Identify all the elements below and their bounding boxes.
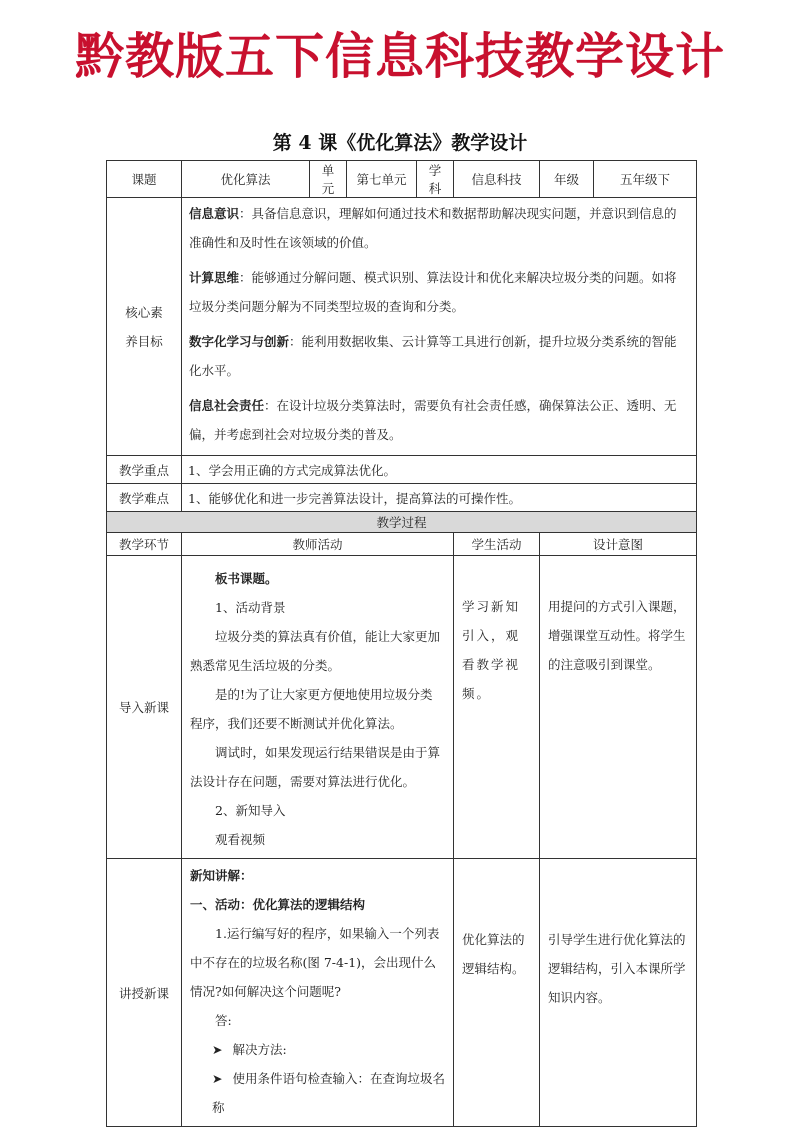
lecture-teacher-activity	[182, 859, 454, 1127]
intro-line: 观看视频	[215, 832, 266, 847]
lecture-activity-title: 一、活动：优化算法的逻辑结构	[190, 897, 366, 912]
grade-label: 年级	[540, 161, 594, 198]
core-literacy-row	[107, 198, 697, 456]
lecture-stage: 讲授新课	[107, 859, 182, 1127]
subject-label: 学科	[417, 161, 454, 198]
intro-line: 调试时，如果发现运行结果错误是由于算法设计存在问题，需要对算法进行优化。	[190, 745, 441, 789]
intro-student-activity: 学习新知引入，观看教学视频。	[454, 556, 540, 859]
arrow-bullet-icon: ➤	[212, 1071, 223, 1086]
core-literacy-label	[107, 198, 182, 456]
lecture-bullet: ➤ 使用条件语句检查输入：在查询垃圾名称	[212, 1071, 445, 1115]
intro-line: 1、活动背景	[215, 600, 286, 615]
grade-value: 五年级下	[594, 161, 697, 198]
document-title: 第 4 课《优化算法》教学设计	[272, 132, 528, 154]
col-teacher: 教师活动	[182, 533, 454, 556]
intro-teacher-activity	[182, 556, 454, 859]
difficulty-text: 1、能够优化和进一步完善算法设计，提高算法的可操作性。	[182, 484, 697, 512]
core-literacy-content	[182, 198, 697, 456]
unit-label: 单元	[310, 161, 347, 198]
banner-title: 黔教版五下信息科技教学设计	[74, 28, 725, 85]
core-item: 信息意识：具备信息意识，理解如何通过技术和数据帮助解决现实问题，并意识到信息的准确性和及时性在该领域的价值。	[189, 206, 677, 250]
key-point-label: 教学重点	[107, 456, 182, 484]
lecture-student-activity: 优化算法的逻辑结构。	[454, 859, 540, 1127]
lecture-answer: 答:	[215, 1013, 232, 1028]
intro-stage: 导入新课	[107, 556, 182, 859]
core-label-line2: 养目标	[125, 333, 163, 349]
lesson-plan-table	[106, 160, 697, 1127]
key-point-text: 1、学会用正确的方式完成算法优化。	[182, 456, 697, 484]
process-section-row	[107, 512, 697, 533]
lecture-question: 1.运行编写好的程序，如果输入一个列表中不存在的垃圾名称(图 7-4-1)，会出现什么情况?如何解决这个问题呢?	[190, 926, 440, 999]
lecture-heading: 新知讲解：	[190, 868, 253, 883]
core-item: 数字化学习与创新：能利用数据收集、云计算等工具进行创新，提升垃圾分类系统的智能化水平。	[189, 334, 677, 378]
key-point-row	[107, 456, 697, 484]
lecture-design-intent: 引导学生进行优化算法的逻辑结构，引入本课所学知识内容。	[540, 859, 697, 1127]
intro-line: 板书课题。	[215, 571, 278, 586]
col-intent: 设计意图	[540, 533, 697, 556]
core-item: 计算思维：能够通过分解问题、模式识别、算法设计和优化来解决垃圾分类的问题。如将垃圾分类问题分解为不同类型垃圾的查询和分类。	[189, 270, 677, 314]
lecture-bullet: ➤ 解决方法:	[212, 1042, 287, 1057]
process-column-header	[107, 533, 697, 556]
subject-value: 信息科技	[454, 161, 540, 198]
header-row	[107, 161, 697, 198]
difficulty-row	[107, 484, 697, 512]
col-stage: 教学环节	[107, 533, 182, 556]
process-section-title: 教学过程	[107, 512, 697, 533]
difficulty-label: 教学难点	[107, 484, 182, 512]
col-student: 学生活动	[454, 533, 540, 556]
intro-line: 是的!为了让大家更方便地使用垃圾分类程序，我们还要不断测试并优化算法。	[190, 687, 433, 731]
unit-value: 第七单元	[347, 161, 417, 198]
intro-line: 垃圾分类的算法真有价值，能让大家更加熟悉常见生活垃圾的分类。	[190, 629, 441, 673]
core-item: 信息社会责任：在设计垃圾分类算法时，需要负有社会责任感，确保算法公正、透明、无偏，并考虑到社会对垃圾分类的普及。	[189, 398, 677, 442]
topic-value: 优化算法	[182, 161, 310, 198]
arrow-bullet-icon: ➤	[212, 1042, 223, 1057]
intro-row	[107, 556, 697, 859]
intro-design-intent: 用提问的方式引入课题，增强课堂互动性。将学生的注意吸引到课堂。	[540, 556, 697, 859]
lecture-row	[107, 859, 697, 1127]
core-label-line1: 核心素	[125, 304, 163, 320]
topic-label: 课题	[107, 161, 182, 198]
intro-line: 2、新知导入	[215, 803, 286, 818]
